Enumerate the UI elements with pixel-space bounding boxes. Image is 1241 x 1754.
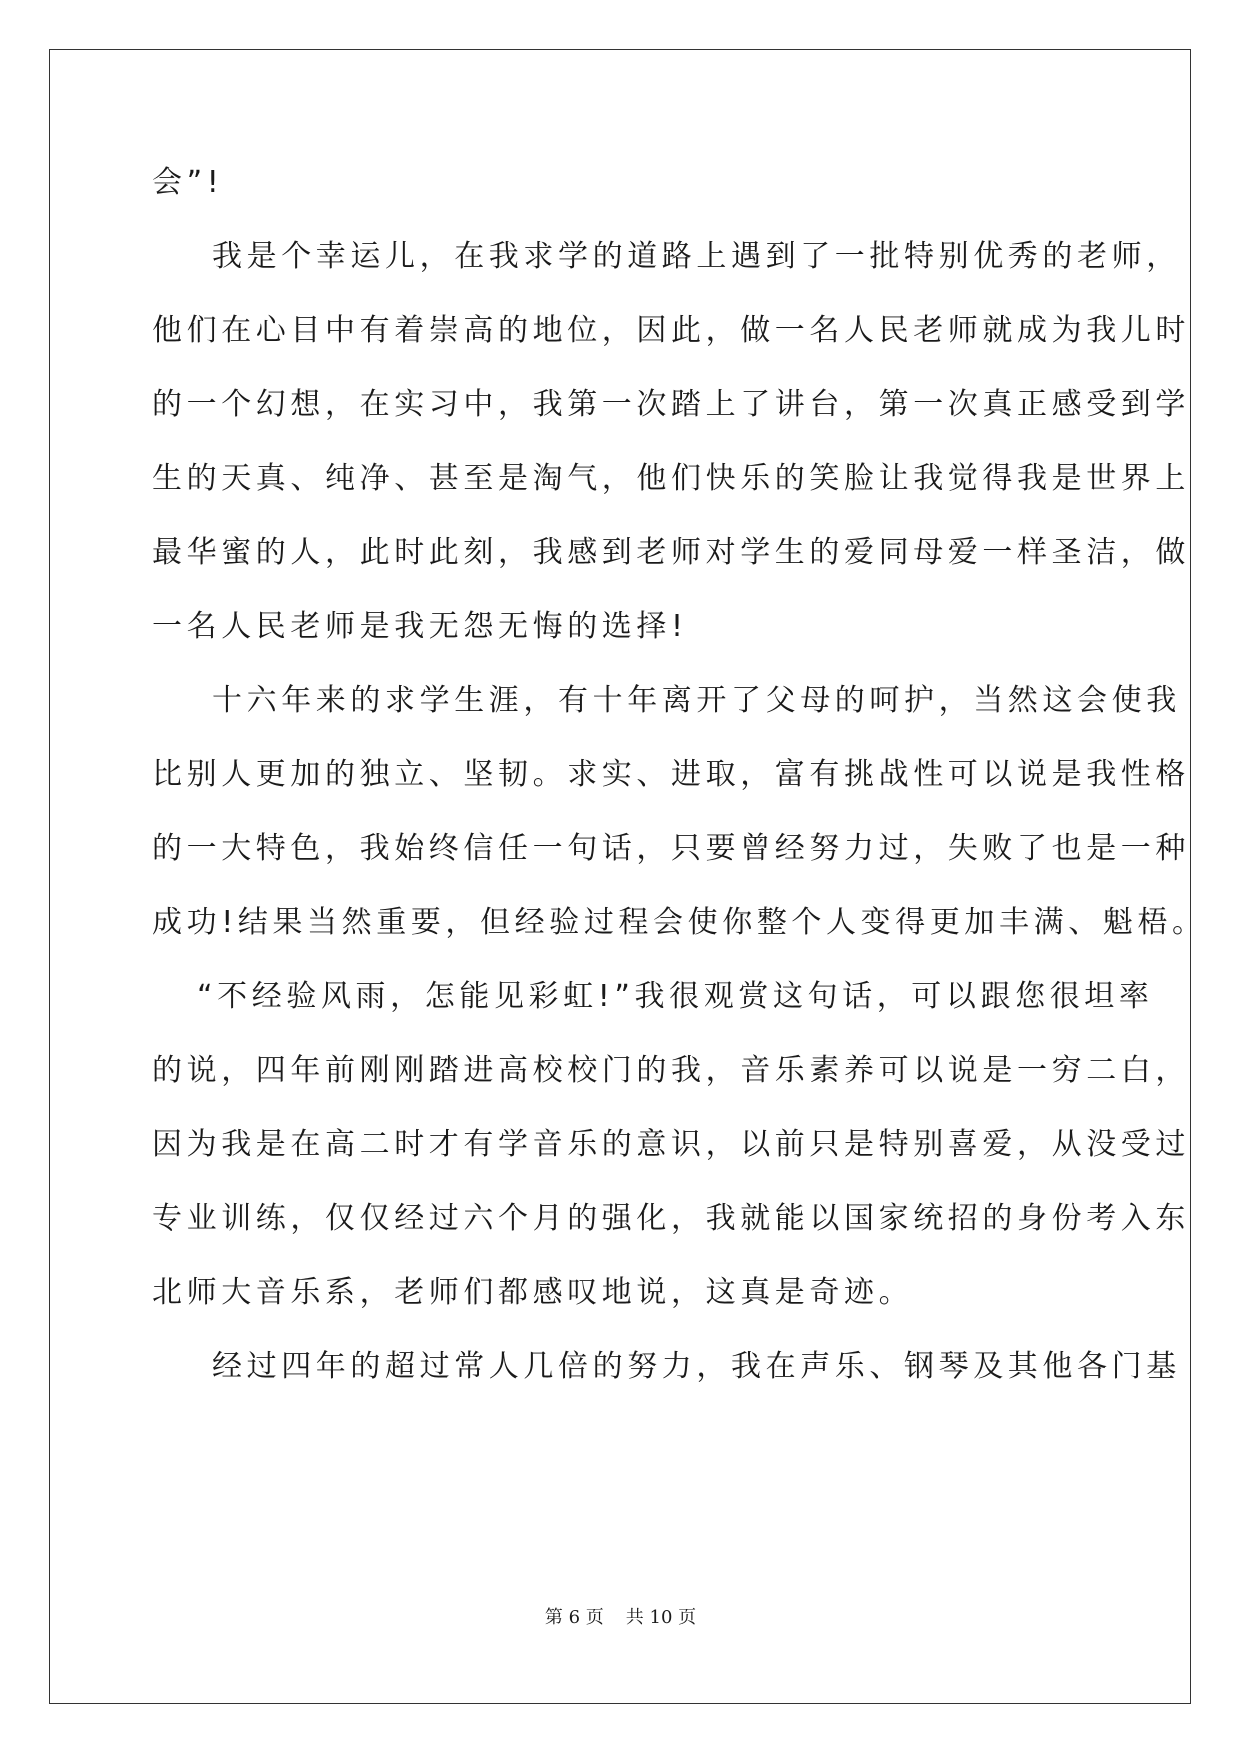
text-line: 的一个幻想，在实习中，我第一次踏上了讲台，第一次真正感受到学 (152, 387, 1190, 422)
text-line: 因为我是在高二时才有学音乐的意识，以前只是特别喜爱，从没受过 (152, 1127, 1190, 1162)
text-line: 的一大特色，我始终信任一句话，只要曾经努力过，失败了也是一种 (152, 831, 1190, 866)
text-line: “不经验风雨，怎能见彩虹!”我很观赏这句话，可以跟您很坦率 (197, 979, 1154, 1014)
page-border (49, 49, 1191, 1704)
page-total: 共 10 页 (625, 1607, 697, 1628)
text-line: 专业训练，仅仅经过六个月的强化，我就能以国家统招的身份考入东 (152, 1201, 1190, 1236)
text-line: 他们在心目中有着崇高的地位，因此，做一名人民老师就成为我儿时 (152, 313, 1190, 348)
text-line: 一名人民老师是我无怨无悔的选择! (152, 609, 688, 644)
text-line: 最华蜜的人，此时此刻，我感到老师对学生的爱同母爱一样圣洁，做 (152, 535, 1190, 570)
page-footer (0, 1606, 1241, 1630)
page-number: 第 6 页 (544, 1607, 604, 1628)
text-line: 比别人更加的独立、坚韧。求实、进取，富有挑战性可以说是我性格 (152, 757, 1190, 792)
text-line: 我是个幸运儿，在我求学的道路上遇到了一批特别优秀的老师， (212, 239, 1181, 274)
text-line: 十六年来的求学生涯，有十年离开了父母的呵护，当然这会使我 (212, 683, 1181, 718)
text-line: 会”! (152, 165, 224, 200)
text-line: 的说，四年前刚刚踏进高校校门的我，音乐素养可以说是一穷二白， (152, 1053, 1190, 1088)
text-line: 经过四年的超过常人几倍的努力，我在声乐、钢琴及其他各门基 (212, 1349, 1181, 1384)
text-line: 成功!结果当然重要，但经验过程会使你整个人变得更加丰满、魁梧。 (152, 905, 1207, 940)
text-line: 生的天真、纯净、甚至是淘气，他们快乐的笑脸让我觉得我是世界上 (152, 461, 1190, 496)
text-line: 北师大音乐系，老师们都感叹地说，这真是奇迹。 (152, 1275, 914, 1310)
